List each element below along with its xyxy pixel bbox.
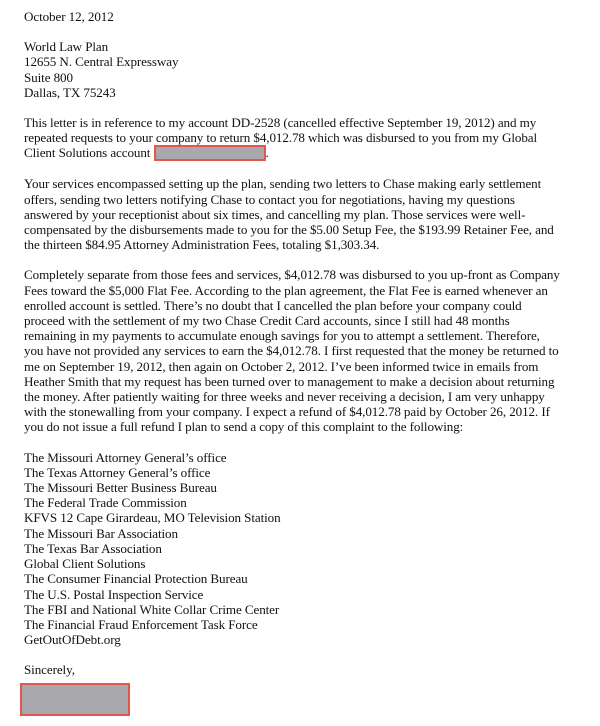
list-item: The Federal Trade Commission <box>24 495 187 511</box>
complaint-recipients-list <box>24 450 592 648</box>
list-item: The Missouri Bar Association <box>24 525 178 541</box>
paragraph-line: answered by your receptionist about six times, and cancelling my plan. Those services were well- <box>24 206 526 222</box>
paragraph-line: Completely separate from those fees and services, $4,012.78 was disbursed to you up-front as Company <box>24 267 560 283</box>
paragraph-line: enrolled account is settled. There’s no doubt that I cancelled the plan before your company could <box>24 297 522 313</box>
paragraph-line: the money. After patiently waiting for three weeks and never receiving a decision, I am very unhappy <box>24 389 545 405</box>
list-item: The Consumer Financial Protection Bureau <box>24 571 248 587</box>
list-item: The Missouri Attorney General’s office <box>24 449 227 465</box>
paragraph-line: me on September 19, 2012, then again on October 2, 2012. I’ve been informed twice in emails from <box>24 358 539 374</box>
list-item: The Financial Fraud Enforcement Task Force <box>24 616 258 632</box>
paragraph-line: compensated by the disbursements made to you for the $5.00 Setup Fee, the $193.99 Retainer Fee, and <box>24 222 554 238</box>
paragraph-period: . <box>265 145 269 161</box>
redacted-account-number <box>154 145 266 161</box>
paragraph-account-reference <box>24 115 592 161</box>
paragraph-line: proceed with the settlement of my two Chase Credit Card accounts, since I still had 48 months <box>24 313 510 329</box>
list-item: The FBI and National White Collar Crime Center <box>24 601 280 617</box>
list-item: The Texas Attorney General’s office <box>24 464 211 480</box>
closing: Sincerely, <box>24 662 75 678</box>
paragraph-refund-request <box>24 267 592 434</box>
address-line: Suite 800 <box>24 69 73 85</box>
list-item: The U.S. Postal Inspection Service <box>24 586 204 602</box>
paragraph-services <box>24 176 592 252</box>
address-line: World Law Plan <box>24 39 109 55</box>
letter-date: October 12, 2012 <box>24 9 114 24</box>
paragraph-line: Your services encompassed setting up the plan, sending two letters to Chase making early settlement <box>24 176 542 192</box>
recipient-address <box>24 39 592 100</box>
address-line: Dallas, TX 75243 <box>24 84 116 100</box>
list-item: GetOutOfDebt.org <box>24 632 121 648</box>
list-item: The Texas Bar Association <box>24 540 162 556</box>
paragraph-line: the thirteen $84.95 Attorney Administration Fees, totaling $1,303.34. <box>24 237 380 253</box>
paragraph-line: Fees toward the $5,000 Flat Fee. According to the plan agreement, the Flat Fee is earned whenever an <box>24 282 548 298</box>
paragraph-line: repeated requests to your company to return $4,012.78 which was disbursed to you from my Global <box>24 130 538 146</box>
paragraph-line: offers, sending two letters notifying Chase to contact you for negotiations, having my questions <box>24 191 515 207</box>
address-line: 12655 N. Central Expressway <box>24 54 179 70</box>
paragraph-line: remaining in my payments to accumulate enough savings for you to attempt a settlement. Therefore, <box>24 328 540 344</box>
list-item: The Missouri Better Business Bureau <box>24 480 217 496</box>
list-item: Global Client Solutions <box>24 556 146 572</box>
paragraph-line: you do not issue a full refund I plan to send a copy of this complaint to the following: <box>24 419 464 435</box>
letter-page <box>24 9 592 678</box>
paragraph-line: with the stonewalling from your company. I expect a refund of $4,012.78 paid by October 26, 2012. If <box>24 404 550 420</box>
paragraph-line: This letter is in reference to my account DD-2528 (cancelled effective September 19, 2012) and my <box>24 115 537 131</box>
list-item: KFVS 12 Cape Girardeau, MO Television Station <box>24 510 281 526</box>
redacted-signature <box>20 683 130 716</box>
paragraph-line <box>24 145 592 161</box>
paragraph-text: Client Solutions account <box>24 145 151 161</box>
paragraph-line: Heather Smith that my request has been turned over to management to make a decision about returning <box>24 373 555 389</box>
paragraph-line: you have not provided any services to earn the $4,012.78. I first requested that the money be returned to <box>24 343 559 359</box>
